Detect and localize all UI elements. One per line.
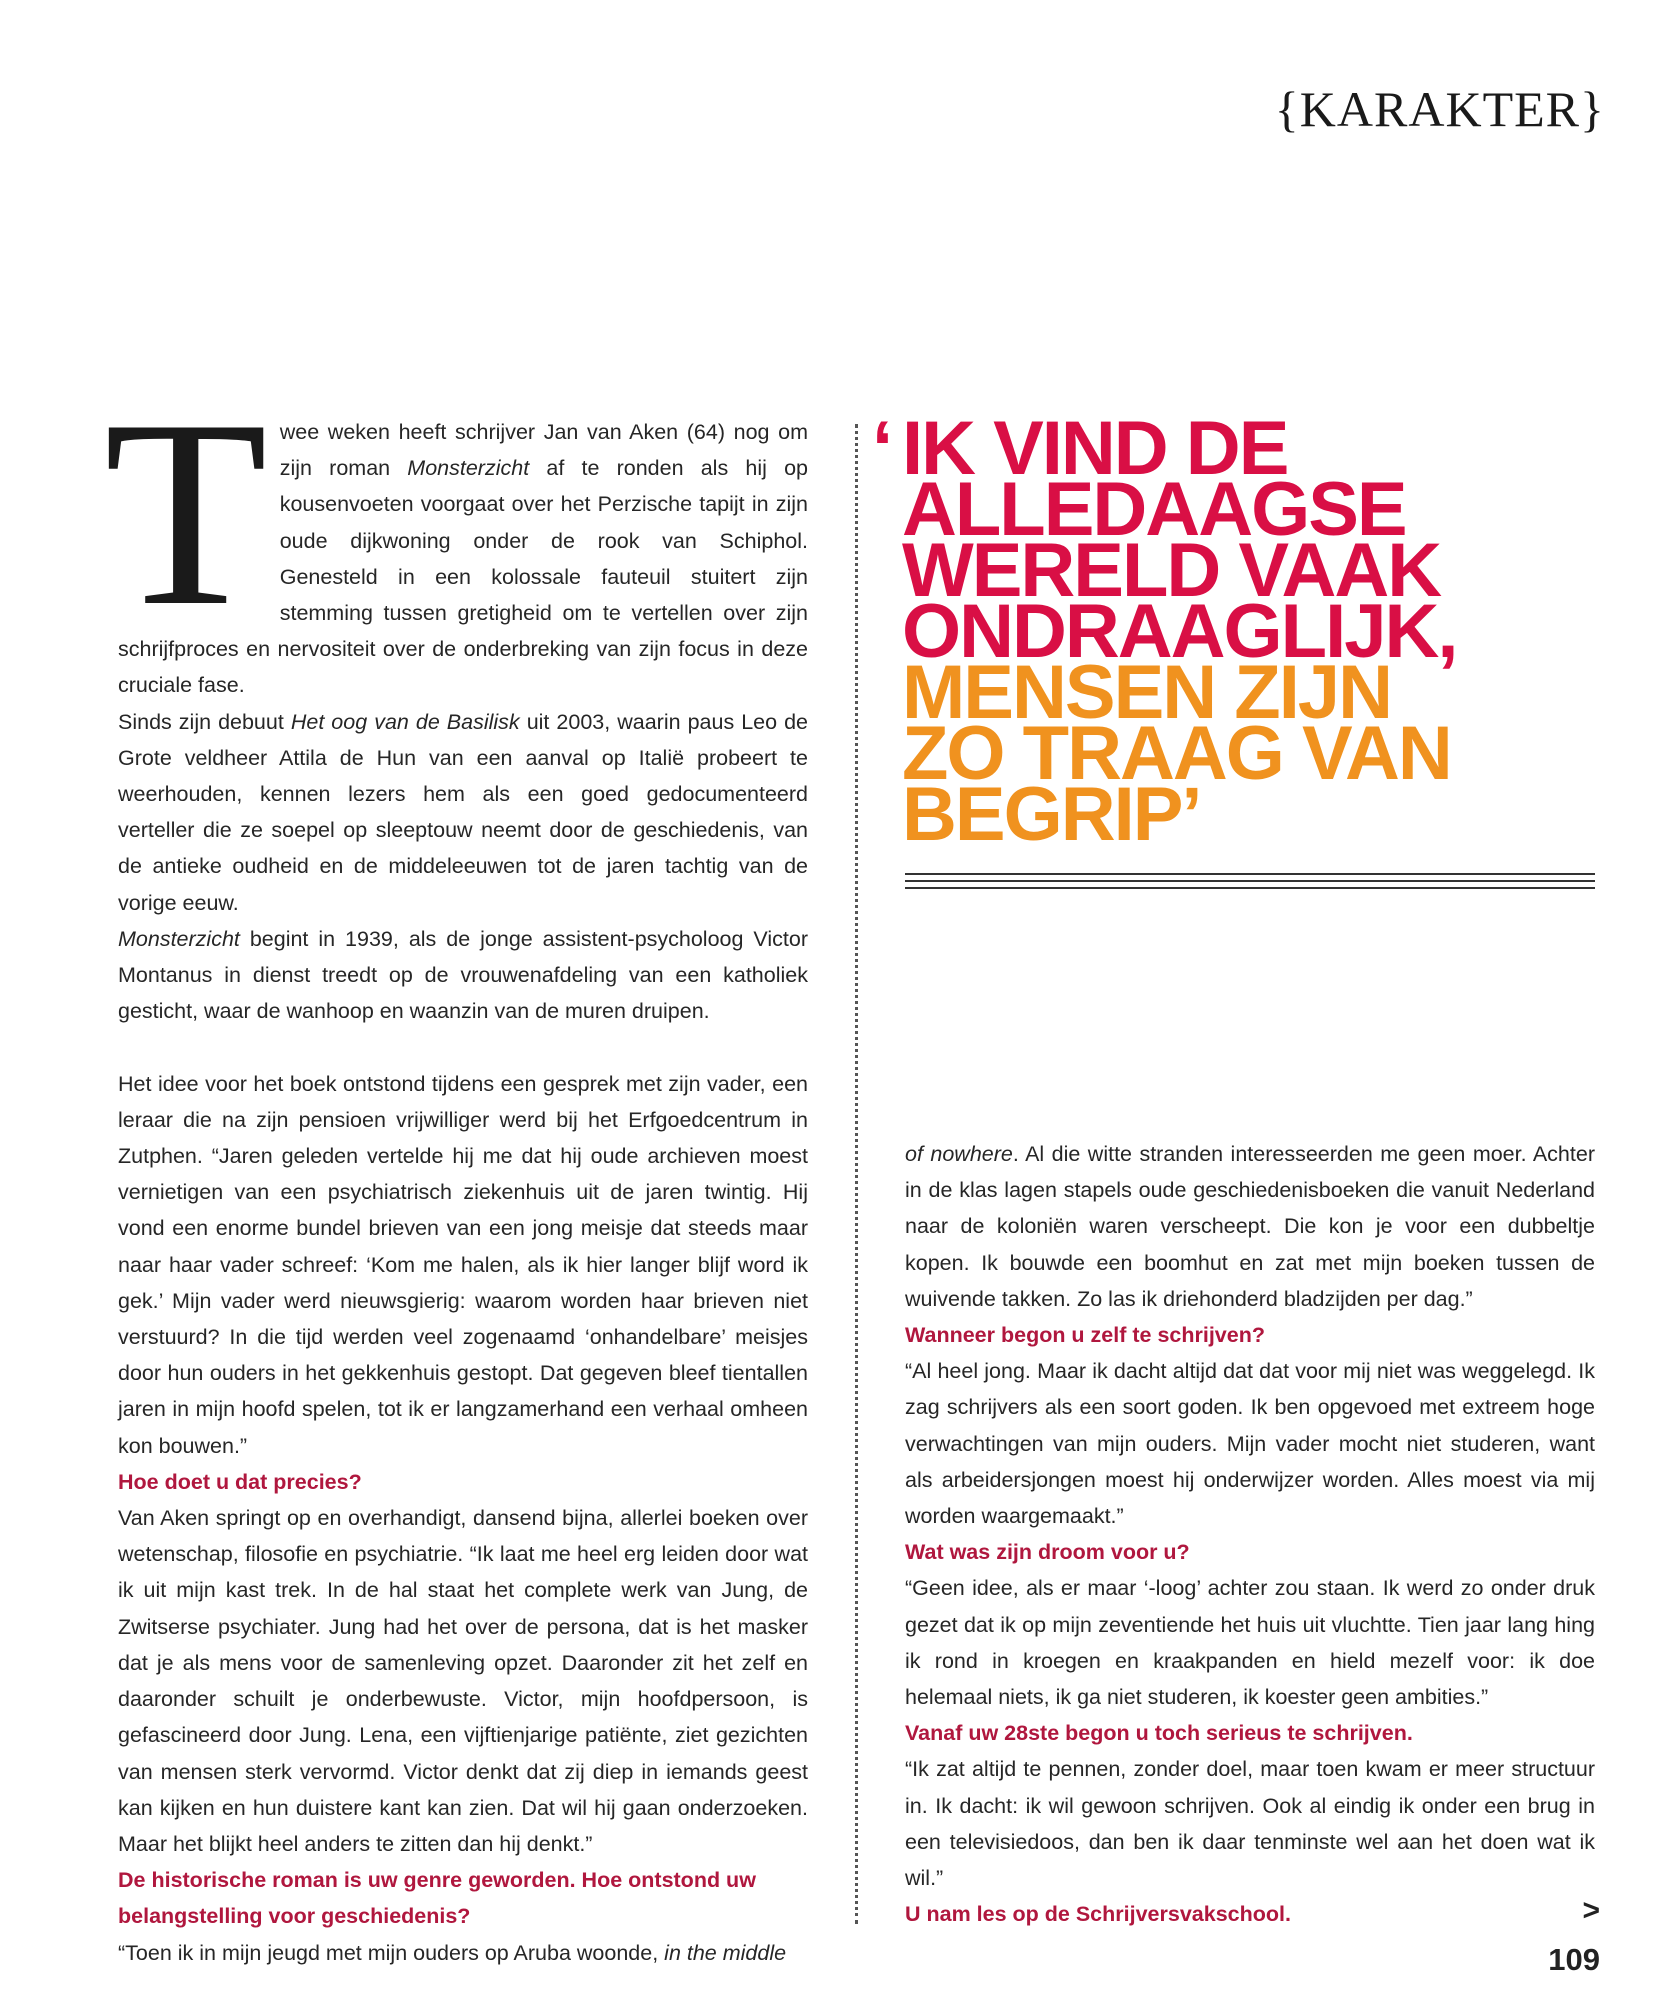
pull-quote-line: ONDRAAGLIJK, [902, 589, 1457, 674]
text-run: “Ik zat altijd te pennen, zonder doel, maar toen kwam er meer structuur in. Ik dacht: ik wil gewoon schrijven. Ook al eindig ik onder een brug in een televisiedoos, dan ben ik daar tenminste wel aan het doen wat ik wil.” [905, 1757, 1595, 1891]
pull-quote-rules [905, 873, 1595, 894]
left-column [104, 364, 809, 1971]
column-divider [855, 424, 858, 1924]
text-run: Sinds zijn debuut [118, 709, 291, 734]
body-paragraph [905, 1136, 1595, 1317]
body-paragraph [905, 1353, 1595, 1534]
pull-quote-line: MENSEN ZIJN [902, 650, 1391, 735]
text-run: begint in 1939, als de jonge assistent-psycholoog Victor Montanus in dienst treedt op de vrouwenafdeling van een katholiek gesticht, waar de wanhoop en waanzin van de muren druipen. [118, 926, 808, 1024]
interview-question: Wat was zijn droom voor u? [905, 1540, 1190, 1565]
pull-quote-line: BEGRIP’ [902, 772, 1201, 857]
text-run: wee weken heeft schrijver Jan van Aken (64) nog om zijn roman [279, 420, 808, 481]
interview-question: Hoe doet u dat precies? [118, 1469, 362, 1494]
text-run: . Al die witte stranden interesseerden me geen moer. Achter in de klas lagen stapels oude geschiedenisboeken die vanuit Nederland naar de koloniën waren verscheept. Die kon je voor een dubbeltje kopen. Ik bouwde een boomhut en zat met mijn boeken tussen de wuivende takken. Zo las ik driehonderd bladzijden per dag.” [905, 1142, 1595, 1311]
italic-title: Monsterzicht [407, 456, 530, 481]
interview-question: U nam les op de Schrijversvakschool. [905, 1902, 1291, 1927]
section-label: {KARAKTER} [1274, 81, 1605, 137]
body-paragraph [118, 704, 808, 921]
text-run: “Geen idee, als er maar ‘-loog’ achter zou staan. Ik werd zo onder druk gezet dat ik op mijn zeventiende het huis uit vluchtte. Tien jaar lang hing ik rond in kroegen en kraakpanden en hield mezelf voor: ik doe helemaal niets, ik ga niet studeren, ik koester geen ambities.” [905, 1576, 1595, 1710]
italic-title: Het oog van de Basilisk [290, 709, 520, 734]
italic-title: Monsterzicht [118, 926, 240, 951]
rule-line [905, 887, 1595, 889]
text-run: Het idee voor het boek ontstond tijdens een gesprek met zijn vader, een leraar die na zijn pensioen vrijwilliger werd bij het Erfgoedcentrum in Zutphen. “Jaren geleden vertelde hij me dat hij oude archieven moest vernietigen van een psychiatrisch ziekenhuis uit de jaren twintig. Hij vond een enorme bundel brieven van een jong meisje dat steeds maar naar haar vader schreef: ‘Kom me halen, als ik hier langer blijf word ik gek.’ Mijn vader werd nieuwsgierig: waarom worden haar brieven niet verstuurd? In die tijd werden veel zogenaamd ‘onhandelbare’ meisjes door hun ouders in het gekkenhuis gestopt. Dat gegeven bleef tientallen jaren in mijn hoofd spelen, tot ik er langzamerhand een verhaal omheen kon bouwen.” [118, 1071, 808, 1458]
pull-quote-open-mark: ‘ [872, 406, 892, 491]
rule-line [905, 873, 1595, 875]
interview-question: Wanneer begon u zelf te schrijven? [905, 1323, 1265, 1348]
next-page-arrow: > [1582, 1894, 1600, 1927]
body-paragraph [118, 1935, 808, 1971]
italic-title: of nowhere [905, 1142, 1013, 1166]
body-paragraph [118, 921, 808, 1030]
interview-question: De historische roman is uw genre geworden. Hoe ontstond uw belangstelling voor geschiedenis? [118, 1868, 756, 1929]
pull-quote-line: ALLEDAAGSE [902, 467, 1406, 552]
text-run: “Al heel jong. Maar ik dacht altijd dat dat voor mij niet was weggelegd. Ik zag schrijvers als een soort goden. Ik ben opgevoed met extreem hoge verwachtingen van mijn ouders. Mijn vader mocht niet studeren, want als arbeidersjongen moest hij onderwijzer worden. Alles moest via mij worden waargemaakt.” [905, 1359, 1595, 1529]
pull-quote-line: ZO TRAAG VAN [902, 711, 1451, 796]
pull-quote-text: IK VIND DE [902, 406, 1288, 491]
dropcap: T [104, 364, 268, 661]
italic-title: in the middle [664, 1940, 787, 1965]
pull-quote [872, 406, 1612, 857]
interview-question: Vanaf uw 28ste begon u toch serieus te schrijven. [905, 1721, 1413, 1746]
body-paragraph [905, 1570, 1595, 1715]
text-run: uit 2003, waarin paus Leo de Grote veldheer Attila de Hun van een aanval op Italië probeert te weerhouden, kennen lezers hem als een goed gedocumenteerd verteller die ze soepel op sleeptouw neemt door de geschiedenis, van de antieke oudheid en de middeleeuwen tot de jaren tachtig van de vorige eeuw. [118, 709, 809, 915]
pull-quote-line: WERELD VAAK [902, 528, 1441, 613]
body-paragraph [118, 1500, 808, 1862]
text-run: Van Aken springt op en overhandigt, dansend bijna, allerlei boeken over wetenschap, filosofie en psychiatrie. “Ik laat me heel erg leiden door wat ik uit mijn kast trek. In de hal staat het complete werk van Jung, de Zwitserse psychiater. Jung had het over de persona, dat is het masker dat je als mens voor de samenleving opzet. Daaronder zit het zelf en daaronder schuilt je onderbewuste. Victor, mijn hoofdpersoon, is gefascineerd door Jung. Lena, een vijftienjarige patiënte, ziet gezichten van mensen sterk vervormd. Victor denkt dat zij diep in iemands geest kan kijken en hun duistere kant kan zien. Dat wil hij gaan onderzoeken. Maar het blijkt heel anders te zitten dan hij denkt.” [118, 1506, 808, 1856]
page-number: 109 [1548, 1942, 1600, 1977]
body-paragraph [118, 1066, 808, 1464]
rule-line [905, 880, 1595, 882]
text-run: “Toen ik in mijn jeugd met mijn ouders op Aruba woonde, [118, 1940, 665, 1965]
right-column [905, 1136, 1595, 1932]
body-paragraph [905, 1751, 1595, 1896]
text-run: af te ronden als hij op kousenvoeten voorgaat over het Perzische tapijt in zijn oude dijkwoning onder de rook van Schiphol. Genesteld in een kolossale fauteuil stuitert zijn stemming tussen gretigheid om te vertellen over zijn schrijfproces en nervositeit over de onderbreking van zijn focus in deze cruciale fase. [118, 456, 808, 698]
